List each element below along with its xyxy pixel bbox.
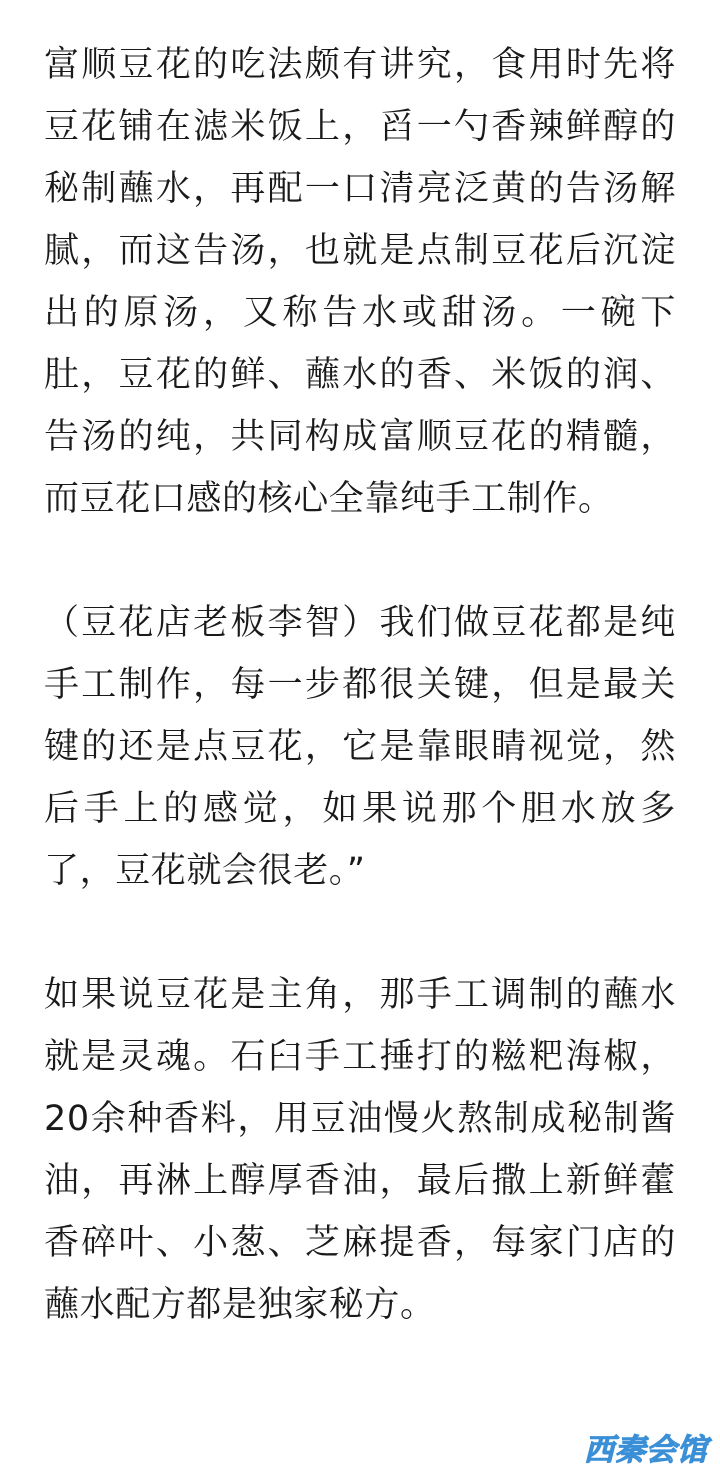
paragraph-dipping-sauce: 如果说豆花是主角，那手工调制的蘸水就是灵魂。石臼手工捶打的糍粑海椒，20余种香料，用豆油慢火熬制成秘制酱油，再淋上醇厚香油，最后撒上新鲜藿香碎叶、小葱、芝麻提香，每家门店的蘸水配方都是独家秘方。 bbox=[44, 975, 676, 1325]
paragraph-owner-quote: （豆花店老板李智）我们做豆花都是纯手工制作，每一步都很关键，但是最关键的还是点豆花，它是靠眼睛视觉，然后手上的感觉，如果说那个胆水放多了，豆花就会很老。” bbox=[44, 603, 676, 891]
watermark-logo: 西秦会馆 bbox=[584, 1433, 708, 1468]
article-body bbox=[44, 34, 676, 1336]
paragraph-eating-method: 富顺豆花的吃法颇有讲究，食用时先将豆花铺在滤米饭上，舀一勺香辣鲜醇的秘制蘸水，再配一口清亮泛黄的告汤解腻，而这告汤，也就是点制豆花后沉淀出的原汤，又称告水或甜汤。一碗下肚，豆花的鲜、蘸水的香、米饭的润、告汤的纯，共同构成富顺豆花的精髓，而豆花口感的核心全靠纯手工制作。 bbox=[44, 45, 676, 519]
